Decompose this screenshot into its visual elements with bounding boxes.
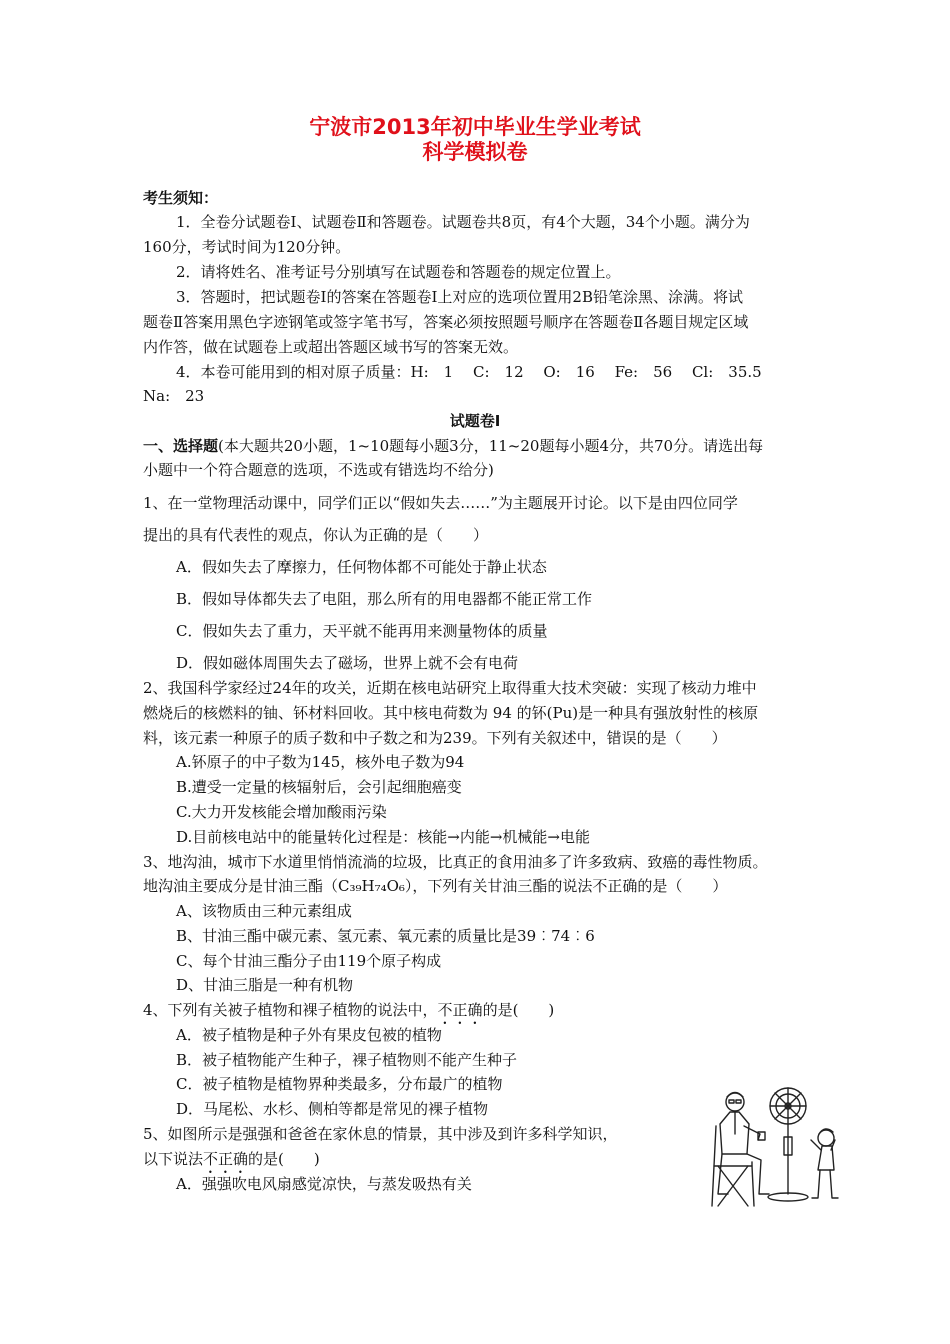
q5-stem-pre: 以下说法 (143, 1150, 204, 1168)
q2-stem-cont: 燃烧后的核燃料的铀、钚材料回收。其中核电荷数为 94 的钚(Pu)是一种具有强放射性的核原 (143, 704, 759, 722)
q4-stem-emphasis: 不正确 (437, 1001, 483, 1019)
q1-option-a: A．假如失去了摩擦力，任何物体都不可能处于静止状态 (176, 558, 547, 576)
q4-stem-pre: 4、下列有关被子植物和裸子植物的说法中， (143, 1001, 438, 1019)
paper-title: 试题卷Ⅰ (449, 412, 501, 430)
part1-description: (本大题共20小题，1~10题每小题3分，11~20题每小题4分，共70分。请选出每 (218, 437, 764, 455)
q3-option-a: A、该物质由三种元素组成 (176, 902, 352, 920)
q1-option-b: B．假如导体都失去了电阻，那么所有的用电器都不能正常工作 (176, 590, 593, 608)
q2-option-a: A.钚原子的中子数为145，核外电子数为94 (176, 753, 465, 771)
q5-stem-post: 的是( ) (248, 1150, 320, 1168)
q2-stem: 2、我国科学家经过24年的攻关，近期在核电站研究上取得重大技术突破：实现了核动力堆中 (143, 679, 757, 697)
exam-subtitle: 科学模拟卷 (422, 140, 528, 164)
q2-option-d: D.目前核电站中的能量转化过程是：核能→内能→机械能→电能 (176, 828, 590, 846)
q1-option-d: D．假如磁体周围失去了磁场，世界上就不会有电荷 (176, 654, 519, 672)
q4-stem (143, 1000, 554, 1028)
q3-option-b: B、甘油三酯中碳元素、氢元素、氧元素的质量比是39︰74︰6 (176, 927, 595, 945)
notice-item-3-cont2: 内作答，做在试题卷上或超出答题区域书写的答案无效。 (143, 338, 519, 356)
q2-option-c: C.大力开发核能会增加酸雨污染 (176, 803, 387, 821)
q5-option-a: A．强强吹电风扇感觉凉快，与蒸发吸热有关 (176, 1175, 472, 1193)
q5-stem-cont (143, 1149, 320, 1177)
notice-item-3-cont: 题卷Ⅱ答案用黑色字迹钢笔或签字笔书写，答案必须按照题号顺序在答题卷Ⅱ各题目规定区域 (143, 313, 749, 331)
q4-option-d: D．马尾松、水杉、侧柏等都是常见的裸子植物 (176, 1100, 489, 1118)
part1-heading: 一、选择题 (143, 437, 219, 455)
q1-stem-cont: 提出的具有代表性的观点，你认为正确的是（ ） (143, 526, 489, 544)
q4-option-a: A．被子植物是种子外有果皮包被的植物 (176, 1026, 442, 1044)
notice-heading: 考生须知： (143, 189, 219, 207)
q1-option-c: C．假如失去了重力，天平就不能再用来测量物体的质量 (176, 622, 548, 640)
notice-item-4-cont: Na: 23 (143, 387, 205, 405)
q4-option-b: B．被子植物能产生种子，裸子植物则不能产生种子 (176, 1051, 518, 1069)
exam-title: 宁波市2013年初中毕业生学业考试 (309, 115, 641, 139)
notice-item-3: 3．答题时，把试题卷Ⅰ的答案在答题卷Ⅰ上对应的选项位置用2B铅笔涂黑、涂满。将试 (176, 288, 743, 306)
part1-heading-line (143, 436, 763, 456)
notice-item-2: 2．请将姓名、准考证号分别填写在试题卷和答题卷的规定位置上。 (176, 263, 621, 281)
notice-item-1-cont: 160分，考试时间为120分钟。 (143, 238, 351, 256)
part1-description-cont: 小题中一个符合题意的选项，不选或有错选均不给分) (143, 461, 494, 479)
dad-son-fan-illustration (700, 1082, 850, 1217)
q3-stem: 3、地沟油，城市下水道里悄悄流淌的垃圾，比真正的食用油多了许多致病、致癌的毒性物质。 (143, 853, 768, 871)
q4-option-c: C．被子植物是植物界种类最多，分布最广的植物 (176, 1075, 503, 1093)
q3-option-c: C、每个甘油三酯分子由119个原子构成 (176, 952, 442, 970)
q2-option-b: B.遭受一定量的核辐射后，会引起细胞癌变 (176, 778, 462, 796)
q5-stem: 5、如图所示是强强和爸爸在家休息的情景，其中涉及到许多科学知识， (143, 1125, 618, 1143)
q2-stem-cont2: 料，该元素一种原子的质子数和中子数之和为239。下列有关叙述中，错误的是（ ） (143, 729, 727, 747)
q4-stem-post: 的是( ) (482, 1001, 555, 1019)
q5-stem-emphasis: 不正确 (203, 1150, 249, 1168)
q1-stem: 1、在一堂物理活动课中，同学们正以“假如失去……”为主题展开讨论。以下是由四位同学 (143, 494, 738, 512)
notice-item-1: 1．全卷分试题卷Ⅰ、试题卷Ⅱ和答题卷。试题卷共8页，有4个大题，34个小题。满分为 (176, 213, 750, 231)
q3-option-d: D、甘油三脂是一种有机物 (176, 976, 354, 994)
q3-stem-cont: 地沟油主要成分是甘油三酯（C₃₉H₇₄O₆），下列有关甘油三酯的说法不正确的是（ ） (143, 877, 728, 895)
notice-item-4: 4．本卷可能用到的相对原子质量：H: 1 C: 12 O: 16 Fe: 56 Cl: 35.5 (176, 363, 762, 381)
